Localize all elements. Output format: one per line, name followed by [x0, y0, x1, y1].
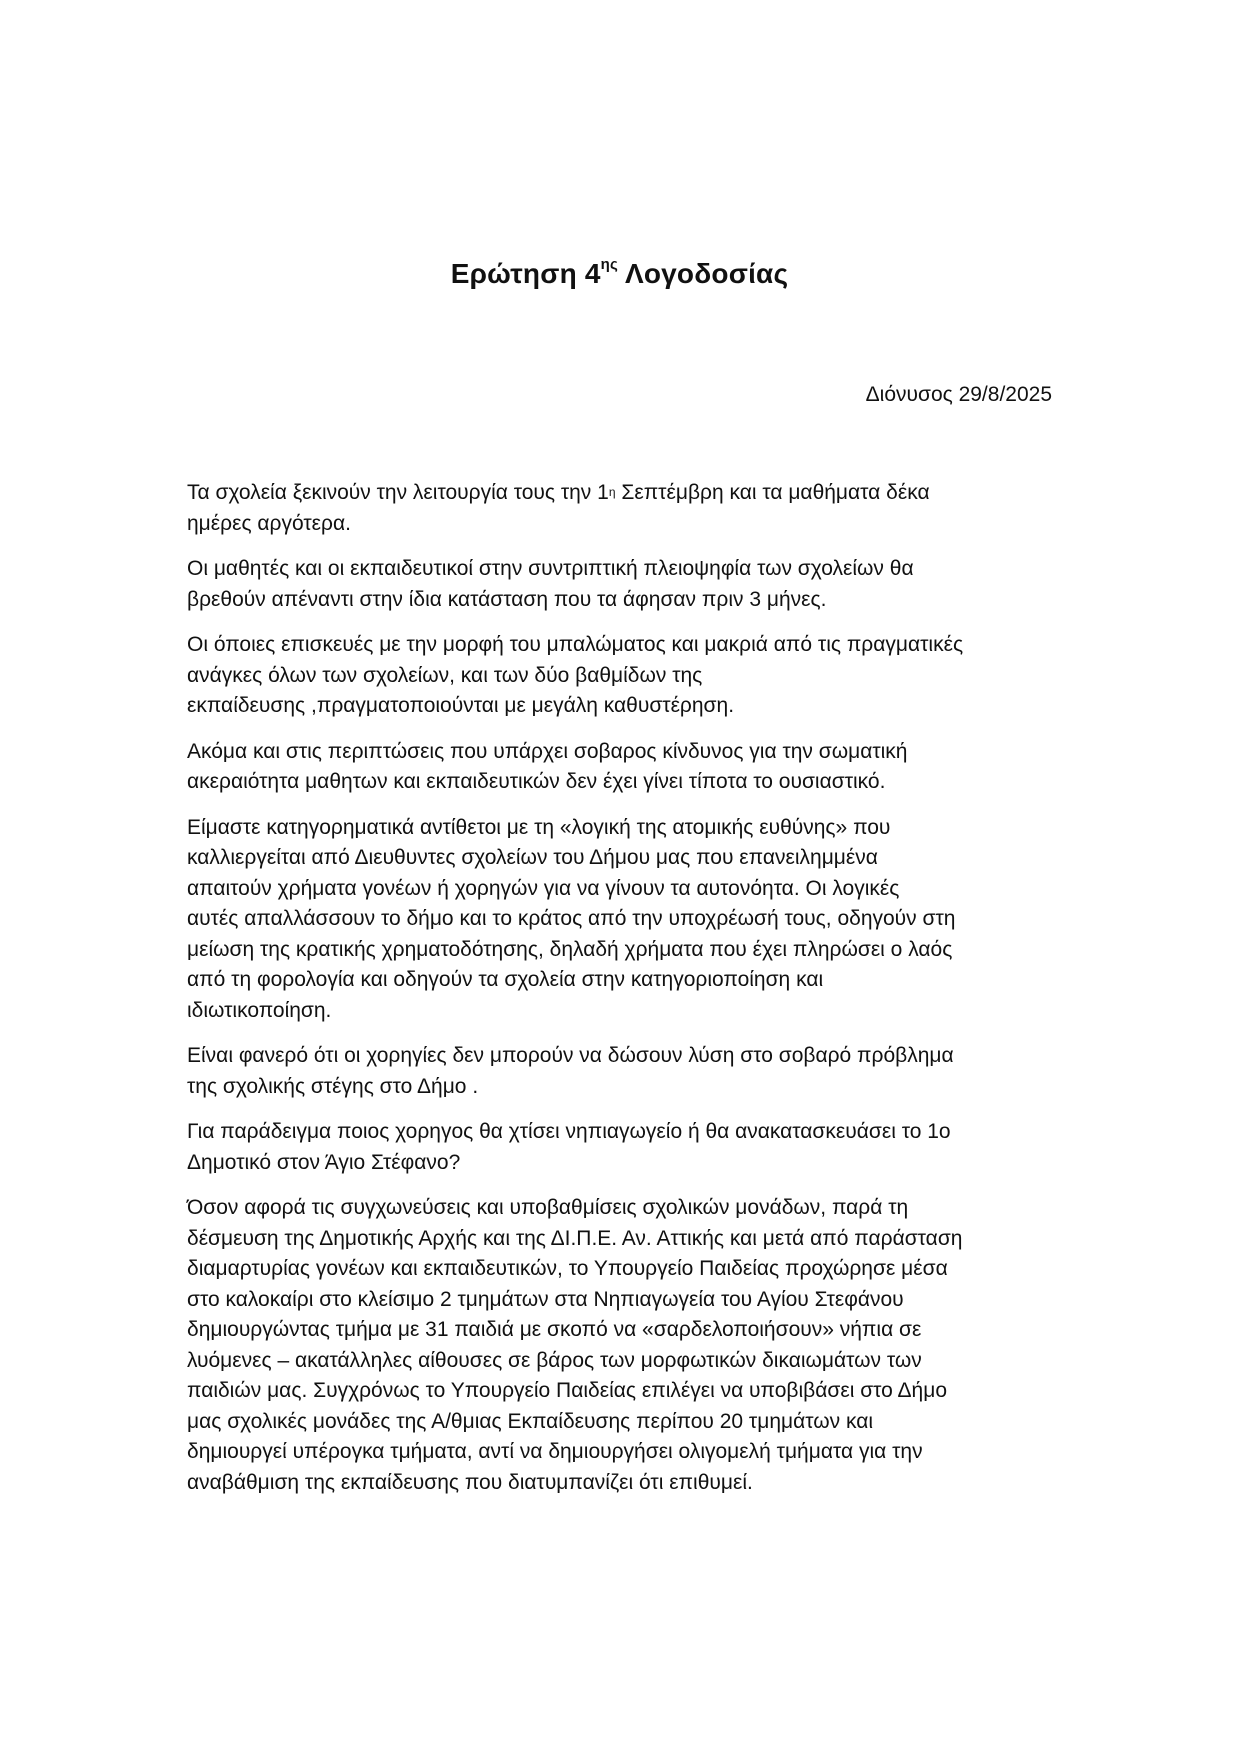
title-superscript: ης	[600, 256, 619, 273]
paragraph-1-start: Τα σχολεία ξεκινούν την λειτουργία τους την 1	[187, 481, 609, 504]
document-title	[0, 258, 1239, 290]
paragraph-2: Οι μαθητές και οι εκπαιδευτικοί στην συντριπτική πλειοψηφία των σχολείων θα βρεθούν απέναντι στην ίδια κατάσταση που τα άφησαν πριν 3 μήνες.	[187, 557, 914, 611]
title-rest: Λογοδοσίας	[618, 258, 789, 289]
document-body	[187, 478, 1062, 1513]
paragraph-1-end: Σεπτέμβρη και τα μαθήματα δέκα ημέρες αργότερα.	[187, 481, 930, 535]
paragraph-7: Για παράδειγμα ποιος χορηγος θα χτίσει νηπιαγωγείο ή θα ανακατασκευάσει το 1ο Δημοτικό στον Άγιο Στέφανο?	[187, 1120, 951, 1174]
paragraph-5: Είμαστε κατηγορηματικά αντίθετοι με τη «λογική της ατομικής ευθύνης» που καλλιεργείται από Διευθυντες σχολείων του Δήμου μας που επανειλημμένα απαιτούν χρήματα γονέων ή χορηγών για να γίνουν τα αυτονόητα. Οι λογικές αυτές απαλλάσσουν το δήμο και το κράτος από την υποχρέωσή τους, οδηγούν στη μείωση της κρατικής χρηματοδότησης, δηλαδή χρήματα που έχει πληρώσει ο λαός από τη φορολογία και οδηγούν τα σχολεία στην κατηγοριοποίηση και ιδιωτικοποίηση.	[187, 815, 956, 1022]
paragraph-6: Είναι φανερό ότι οι χορηγίες δεν μπορούν να δώσουν λύση στο σοβαρό πρόβλημα της σχολικής στέγης στο Δήμο .	[187, 1044, 954, 1098]
paragraph-1-superscript: η	[608, 485, 616, 499]
title-main: Ερώτηση 4	[450, 258, 601, 289]
paragraph-3: Οι όποιες επισκευές με την μορφή του μπαλώματος και μακριά από τις πραγματικές ανάγκες όλων των σχολείων, και των δύο βαθμίδων της εκπαίδευσης ,πραγματοποιούνται με μεγάλη καθυστέρηση.	[187, 633, 964, 717]
date-line: Διόνυσος 29/8/2025	[865, 383, 1052, 406]
paragraph-4: Ακόμα και στις περιπτώσεις που υπάρχει σοβαρος κίνδυνος για την σωματική ακεραιότητα μαθητων και εκπαιδευτικών δεν έχει γίνει τίποτα το ουσιαστικό.	[187, 739, 908, 793]
paragraph-8: Όσον αφορά τις συγχωνεύσεις και υποβαθμίσεις σχολικών μονάδων, παρά τη δέσμευση της Δημοτικής Αρχής και της ΔΙ.Π.Ε. Αν. Αττικής και μετά από παράσταση διαμαρτυρίας γονέων και εκπαιδευτικών, το Υπουργείο Παιδείας προχώρησε μέσα στο καλοκαίρι στο κλείσιμο 2 τμημάτων στα Νηπιαγωγεία του Αγίου Στεφάνου δημιουργώντας τμήμα με 31 παιδιά με σκοπό να «σαρδελοποιήσουν» νήπια σε λυόμενες – ακατάλληλες αίθουσες σε βάρος των μορφωτικών δικαιωμάτων των παιδιών μας. Συγχρόνως το Υπουργείο Παιδείας επιλέγει να υποβιβάσει στο Δήμο μας σχολικές μονάδες της Α/θμιας Εκπαίδευσης περίπου 20 τμημάτων και δημιουργεί υπέρογκα τμήματα, αντί να δημιουργήσει ολιγομελή τμήματα για την αναβάθμιση της εκπαίδευσης που διατυμπανίζει ότι επιθυμεί.	[187, 1196, 963, 1494]
paragraph-1	[187, 478, 1062, 539]
